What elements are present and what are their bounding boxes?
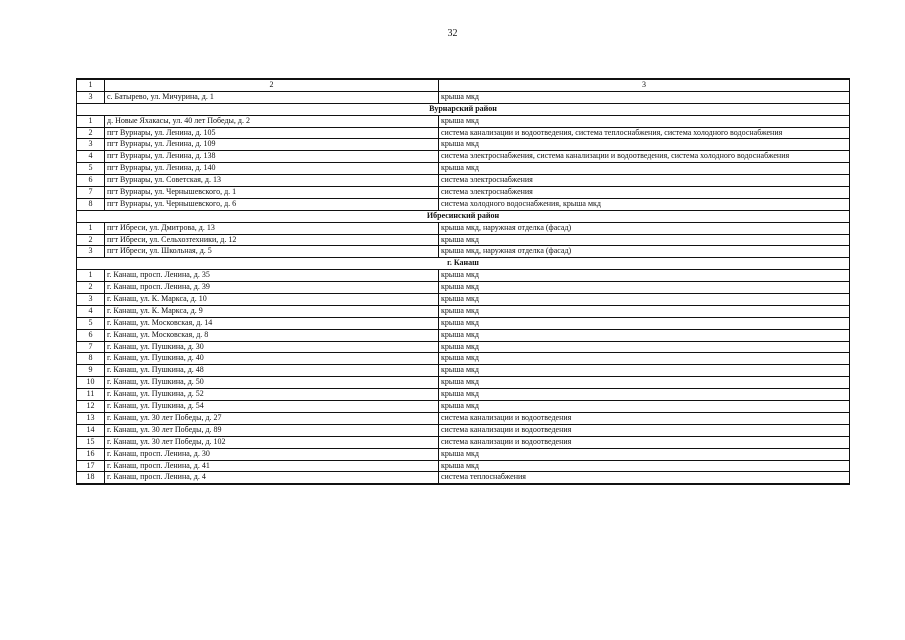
table-row bbox=[77, 187, 850, 199]
address-cell: г. Канаш, ул. 30 лет Победы, д. 89 bbox=[105, 424, 439, 436]
work-type-cell: крыша мкд bbox=[439, 448, 850, 460]
row-number-cell: 6 bbox=[77, 175, 105, 187]
row-number-cell: 15 bbox=[77, 436, 105, 448]
table-row bbox=[77, 234, 850, 246]
table-row bbox=[77, 246, 850, 258]
row-number-cell: 11 bbox=[77, 389, 105, 401]
district-row bbox=[77, 103, 850, 115]
row-number-cell: 17 bbox=[77, 460, 105, 472]
work-type-cell: крыша мкд bbox=[439, 270, 850, 282]
work-type-cell: крыша мкд bbox=[439, 115, 850, 127]
address-cell: пгт Ибреси, ул. Сельхозтехники, д. 12 bbox=[105, 234, 439, 246]
table-row bbox=[77, 282, 850, 294]
address-cell: г. Канаш, просп. Ленина, д. 30 bbox=[105, 448, 439, 460]
district-row bbox=[77, 210, 850, 222]
row-number-cell: 7 bbox=[77, 341, 105, 353]
table-row bbox=[77, 270, 850, 282]
table-row bbox=[77, 460, 850, 472]
address-cell: пгт Вурнары, ул. Ленина, д. 105 bbox=[105, 127, 439, 139]
table-row bbox=[77, 222, 850, 234]
address-cell: г. Канаш, ул. К. Маркса, д. 10 bbox=[105, 294, 439, 306]
row-number-cell: 3 bbox=[77, 294, 105, 306]
row-number-cell: 8 bbox=[77, 198, 105, 210]
table-row bbox=[77, 305, 850, 317]
row-number-cell: 10 bbox=[77, 377, 105, 389]
table-row bbox=[77, 294, 850, 306]
address-cell: г. Канаш, ул. Пушкина, д. 40 bbox=[105, 353, 439, 365]
table-row bbox=[77, 115, 850, 127]
address-cell: г. Канаш, ул. Московская, д. 14 bbox=[105, 317, 439, 329]
work-type-cell: крыша мкд bbox=[439, 377, 850, 389]
address-cell: г. Канаш, ул. Пушкина, д. 48 bbox=[105, 365, 439, 377]
row-number-cell: 14 bbox=[77, 424, 105, 436]
work-type-cell: система канализации и водоотведения bbox=[439, 412, 850, 424]
address-cell: г. Канаш, ул. Пушкина, д. 54 bbox=[105, 401, 439, 413]
address-cell: г. Канаш, просп. Ленина, д. 41 bbox=[105, 460, 439, 472]
work-type-cell: система канализации и водоотведения, система теплоснабжения, система холодного водоснабжения bbox=[439, 127, 850, 139]
table-row bbox=[77, 424, 850, 436]
row-number-cell: 2 bbox=[77, 234, 105, 246]
address-cell: г. Канаш, ул. 30 лет Победы, д. 27 bbox=[105, 412, 439, 424]
district-title: Вурнарский район bbox=[77, 103, 850, 115]
address-cell: пгт Вурнары, ул. Чернышевского, д. 6 bbox=[105, 198, 439, 210]
row-number-cell: 18 bbox=[77, 472, 105, 484]
address-cell: г. Канаш, ул. Пушкина, д. 30 bbox=[105, 341, 439, 353]
registry-table bbox=[76, 78, 850, 485]
column-number-2: 2 bbox=[105, 79, 439, 91]
address-cell: г. Канаш, просп. Ленина, д. 4 bbox=[105, 472, 439, 484]
work-type-cell: крыша мкд bbox=[439, 234, 850, 246]
row-number-cell: 12 bbox=[77, 401, 105, 413]
work-type-cell: крыша мкд bbox=[439, 163, 850, 175]
column-number-3: 3 bbox=[439, 79, 850, 91]
table-row bbox=[77, 448, 850, 460]
work-type-cell: крыша мкд bbox=[439, 294, 850, 306]
registry-table-body bbox=[77, 79, 850, 484]
address-cell: пгт Ибреси, ул. Дмитрова, д. 13 bbox=[105, 222, 439, 234]
row-number-cell: 5 bbox=[77, 317, 105, 329]
row-number-cell: 3 bbox=[77, 246, 105, 258]
table-row bbox=[77, 317, 850, 329]
district-title: г. Канаш bbox=[77, 258, 850, 270]
address-cell: с. Батырево, ул. Мичурина, д. 1 bbox=[105, 91, 439, 103]
district-row bbox=[77, 258, 850, 270]
table-row bbox=[77, 151, 850, 163]
row-number-cell: 2 bbox=[77, 127, 105, 139]
work-type-cell: крыша мкд bbox=[439, 139, 850, 151]
column-number-1: 1 bbox=[77, 79, 105, 91]
address-cell: г. Канаш, ул. Пушкина, д. 52 bbox=[105, 389, 439, 401]
district-title: Ибресинский район bbox=[77, 210, 850, 222]
page-number: 32 bbox=[447, 28, 458, 39]
work-type-cell: крыша мкд bbox=[439, 317, 850, 329]
row-number-cell: 3 bbox=[77, 139, 105, 151]
work-type-cell: система электроснабжения bbox=[439, 175, 850, 187]
row-number-cell: 1 bbox=[77, 222, 105, 234]
table-row bbox=[77, 329, 850, 341]
work-type-cell: крыша мкд bbox=[439, 365, 850, 377]
work-type-cell: система канализации и водоотведения bbox=[439, 424, 850, 436]
work-type-cell: крыша мкд bbox=[439, 353, 850, 365]
table-row bbox=[77, 389, 850, 401]
row-number-cell: 1 bbox=[77, 115, 105, 127]
address-cell: г. Канаш, ул. Московская, д. 8 bbox=[105, 329, 439, 341]
work-type-cell: система электроснабжения bbox=[439, 187, 850, 199]
table-row bbox=[77, 91, 850, 103]
table-row bbox=[77, 139, 850, 151]
address-cell: г. Канаш, ул. К. Маркса, д. 9 bbox=[105, 305, 439, 317]
work-type-cell: крыша мкд bbox=[439, 305, 850, 317]
row-number-cell: 2 bbox=[77, 282, 105, 294]
address-cell: пгт Вурнары, ул. Ленина, д. 109 bbox=[105, 139, 439, 151]
address-cell: пгт Вурнары, ул. Ленина, д. 138 bbox=[105, 151, 439, 163]
work-type-cell: крыша мкд bbox=[439, 282, 850, 294]
column-number-row bbox=[77, 79, 850, 91]
address-cell: пгт Вурнары, ул. Чернышевского, д. 1 bbox=[105, 187, 439, 199]
table-row bbox=[77, 163, 850, 175]
work-type-cell: крыша мкд bbox=[439, 460, 850, 472]
work-type-cell: крыша мкд bbox=[439, 329, 850, 341]
table-row bbox=[77, 401, 850, 413]
work-type-cell: крыша мкд, наружная отделка (фасад) bbox=[439, 222, 850, 234]
address-cell: пгт Вурнары, ул. Советская, д. 13 bbox=[105, 175, 439, 187]
address-cell: пгт Вурнары, ул. Ленина, д. 140 bbox=[105, 163, 439, 175]
address-cell: г. Канаш, просп. Ленина, д. 39 bbox=[105, 282, 439, 294]
row-number-cell: 5 bbox=[77, 163, 105, 175]
table-row bbox=[77, 198, 850, 210]
row-number-cell: 9 bbox=[77, 365, 105, 377]
work-type-cell: система холодного водоснабжения, крыша мкд bbox=[439, 198, 850, 210]
table-row bbox=[77, 175, 850, 187]
table-row bbox=[77, 436, 850, 448]
work-type-cell: крыша мкд bbox=[439, 401, 850, 413]
address-cell: д. Новые Яхакасы, ул. 40 лет Победы, д. 2 bbox=[105, 115, 439, 127]
row-number-cell: 6 bbox=[77, 329, 105, 341]
table-row bbox=[77, 341, 850, 353]
work-type-cell: крыша мкд bbox=[439, 341, 850, 353]
work-type-cell: крыша мкд bbox=[439, 389, 850, 401]
row-number-cell: 4 bbox=[77, 305, 105, 317]
table-row bbox=[77, 353, 850, 365]
address-cell: г. Канаш, ул. Пушкина, д. 50 bbox=[105, 377, 439, 389]
table-row bbox=[77, 472, 850, 484]
row-number-cell: 7 bbox=[77, 187, 105, 199]
work-type-cell: система канализации и водоотведения bbox=[439, 436, 850, 448]
row-number-cell: 16 bbox=[77, 448, 105, 460]
work-type-cell: крыша мкд bbox=[439, 91, 850, 103]
address-cell: г. Канаш, просп. Ленина, д. 35 bbox=[105, 270, 439, 282]
work-type-cell: крыша мкд, наружная отделка (фасад) bbox=[439, 246, 850, 258]
row-number-cell: 4 bbox=[77, 151, 105, 163]
work-type-cell: система теплоснабжения bbox=[439, 472, 850, 484]
table-row bbox=[77, 412, 850, 424]
table-row bbox=[77, 377, 850, 389]
row-number-cell: 1 bbox=[77, 270, 105, 282]
address-cell: г. Канаш, ул. 30 лет Победы, д. 102 bbox=[105, 436, 439, 448]
row-number-cell: 13 bbox=[77, 412, 105, 424]
row-number-cell: 8 bbox=[77, 353, 105, 365]
work-type-cell: система электроснабжения, система канализации и водоотведения, система холодного водоснабжения bbox=[439, 151, 850, 163]
table-row bbox=[77, 127, 850, 139]
address-cell: пгт Ибреси, ул. Школьная, д. 5 bbox=[105, 246, 439, 258]
table-row bbox=[77, 365, 850, 377]
row-number-cell: 3 bbox=[77, 91, 105, 103]
